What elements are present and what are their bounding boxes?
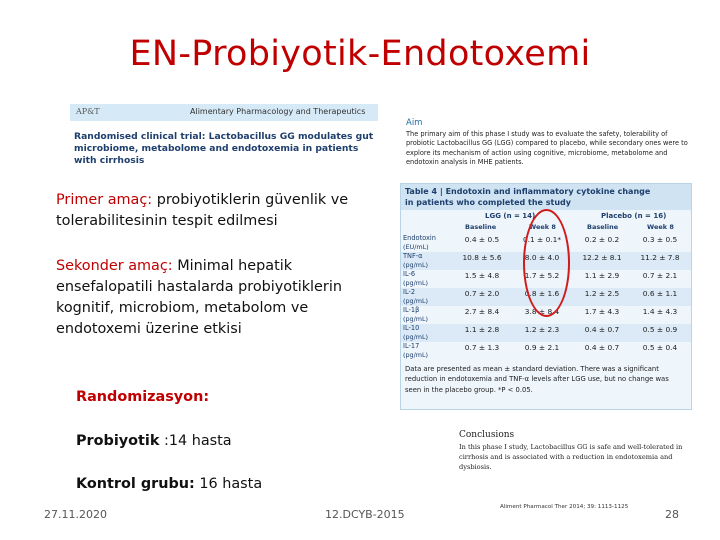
control-count: 16 hasta [199,476,263,492]
table-cell: 12.2 ± 8.1 [582,253,622,262]
table-cell: 0.4 ± 0.7 [584,343,620,352]
primary-aim-label: Primer amaç: [56,192,153,208]
table-row-unit: (pg/mL) [403,297,429,305]
table-cell: 0.7 ± 2.1 [642,271,678,280]
table-cell: 2.7 ± 8.4 [464,307,500,316]
article-title: Randomised clinical trial: Lactobacillus GG modulates gut microbiome, metabolome and endotoxemia in patients with cirrhosis [74,131,374,166]
table-caption-line2: in patients who completed the study [405,198,571,207]
control-group [76,474,262,495]
col-week8-placebo: Week 8 [647,223,674,231]
article-header-image [70,104,378,176]
table-row-label: IL-1β [403,306,420,314]
table-cell: 11.2 ± 7.8 [640,253,680,262]
table-cell: 0.5 ± 0.9 [642,325,678,334]
conclusions-heading: Conclusions [459,430,515,440]
probiotic-label: Probiyotik [76,433,160,449]
journal-logo: AP&T [76,107,100,116]
col-baseline-lgg: Baseline [465,223,497,231]
group-lgg-header: LGG (n = 14) [485,212,536,220]
table-cell: 1.7 ± 4.3 [584,307,620,316]
table-cell: 0.3 ± 0.5 [642,235,678,244]
page-number: 28 [665,508,679,521]
primary-aim-text: probiyotiklerin güvenlik ve tolerabilitesinin tespit edilmesi [56,192,349,229]
table-row-label: Endotoxin [403,234,436,242]
table-cell: 10.8 ± 5.6 [462,253,502,262]
slide-title: EN-Probiyotik-Endotoxemi [129,34,591,74]
conclusions-box [457,430,683,490]
table-row-unit: (pg/mL) [403,279,429,287]
table-cell: 0.7 ± 1.3 [464,343,500,352]
highlight-circle [523,209,570,317]
table-cell: 0.6 ± 1.1 [642,289,678,298]
secondary-aim [56,256,386,340]
table-cell: 0.7 ± 2.0 [464,289,500,298]
col-week8-lgg: Week 8 [529,223,556,231]
table-cell: 1.7 ± 5.2 [524,271,560,280]
secondary-aim-label: Sekonder amaç: [56,258,173,274]
table-footnote: Data are presented as mean ± standard deviation. There was a significant reduction in endotoxemia and TNF-α levels after LGG use, but no change was seen in the placebo group. *P < 0.05. [405,365,669,394]
journal-name: Alimentary Pharmacology and Therapeutics [190,107,366,116]
secondary-aim-text: Minimal hepatik ensefalopatili hastalarda probiyotiklerin kognitif, microbiom, metabolom ve endotoxemi üzerine etkisi [56,258,342,337]
table-row-unit: (pg/mL) [403,351,429,359]
table-cell: 8.0 ± 4.0 [524,253,560,262]
primary-aim [56,190,376,232]
conclusions-text: In this phase I study, Lactobacillus GG is safe and well-tolerated in cirrhosis and is associated with a reduction in endotoxemia and dysbiosis. [459,443,683,471]
table-row-unit: (pg/mL) [403,315,429,323]
table-row-unit: (pg/mL) [403,261,429,269]
aim-box [402,118,690,184]
table-cell: 1.1 ± 2.8 [464,325,500,334]
table-cell: 1.4 ± 4.3 [642,307,678,316]
aim-heading: Aim [406,118,423,128]
table-row-label: IL-2 [403,288,416,296]
table-cell: 1.2 ± 2.5 [584,289,620,298]
table-cell: 0.8 ± 1.6 [524,289,560,298]
table-cell: 0.5 ± 0.4 [642,343,678,352]
footer-event: 12.DCYB-2015 [325,508,405,521]
aim-text: The primary aim of this phase I study was to evaluate the safety, tolerability of probiotic Lactobacillus GG (LGG) compared to placebo, while secondary ones were to explore its mechanism of action using cognitive, microbiome, metabolome and endotoxin analysis in MHE patients. [406,130,688,166]
table-cell: 0.9 ± 2.1 [524,343,560,352]
table-caption-line1: Table 4 | Endotoxin and inflammatory cytokine change [405,187,651,196]
group-placebo-header: Placebo (n = 16) [601,212,667,220]
table-caption [401,184,691,210]
probiotic-count: :14 hasta [159,433,232,449]
footer-date: 27.11.2020 [44,508,107,521]
probiotic-group [76,431,232,452]
col-baseline-placebo: Baseline [587,223,619,231]
table-row-unit: (EU/mL) [403,243,429,251]
table-cell: 0.4 ± 0.5 [464,235,500,244]
table-cell: 1.5 ± 4.8 [464,271,500,280]
table-cell: 0.4 ± 0.7 [584,325,620,334]
table-cell: 1.1 ± 2.9 [584,271,620,280]
table-row-label: IL-17 [403,342,420,350]
randomization-heading: Randomizasyon: [76,389,210,405]
table-cell: 0.2 ± 0.2 [584,235,620,244]
table-cell: 1.2 ± 2.3 [524,325,560,334]
table-row-unit: (pg/mL) [403,333,429,341]
table-cell: 3.8 ± 8.4 [524,307,560,316]
control-label: Kontrol grubu: [76,476,195,492]
table-row-label: IL-10 [403,324,420,332]
table-row-label: IL-6 [403,270,416,278]
citation: Aliment Pharmacol Ther 2014; 39: 1113-1125 [500,504,629,510]
table-cell: 0.1 ± 0.1* [522,235,562,244]
table-row-label: TNF-α [403,252,423,260]
